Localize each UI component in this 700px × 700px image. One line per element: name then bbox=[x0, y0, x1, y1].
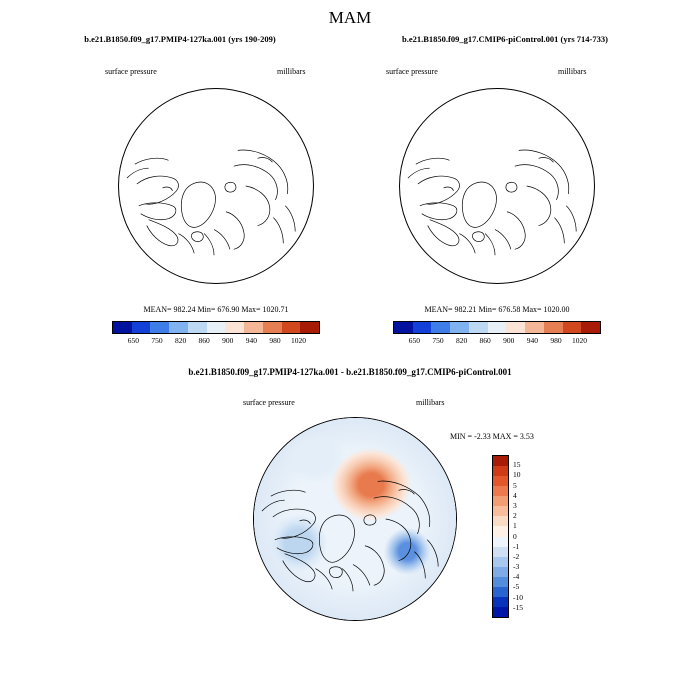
page-title: MAM bbox=[328, 8, 372, 27]
colorbar-swatch bbox=[488, 322, 507, 333]
left-stats: MEAN= 982.24 Min= 676.90 Max= 1020.71 bbox=[143, 305, 289, 314]
colorbar-swatch bbox=[394, 322, 413, 333]
colorbar-tick-label: 3 bbox=[513, 500, 517, 510]
colorbar-tick-label: 650 bbox=[408, 336, 421, 345]
colorbar-swatch bbox=[493, 516, 508, 526]
colorbar-tick-label: 980 bbox=[269, 336, 281, 345]
colorbar-swatch bbox=[493, 456, 508, 466]
colorbar-tick-label: 900 bbox=[222, 336, 234, 345]
colorbar-swatch bbox=[544, 322, 563, 333]
colorbar-swatch bbox=[506, 322, 525, 333]
colorbar-right[interactable] bbox=[393, 321, 601, 334]
colorbar-tick-label: 820 bbox=[455, 336, 468, 345]
colorbar-swatch bbox=[113, 322, 132, 333]
left-variable-label: surface pressure bbox=[105, 67, 157, 76]
diff-stats: MIN = -2.33 MAX = 3.53 bbox=[450, 432, 534, 441]
colorbar-tick-label: 2 bbox=[513, 511, 517, 521]
panel-title-right: b.e21.B1850.f09_g17.CMIP6-piControl.001 (yrs 714-733) bbox=[402, 34, 608, 44]
panel-title-left: b.e21.B1850.f09_g17.PMIP4-127ka.001 (yrs 190-209) bbox=[84, 34, 276, 44]
colorbar-tick-label: 1020 bbox=[291, 336, 307, 345]
colorbar-left[interactable] bbox=[112, 321, 320, 334]
colorbar-swatch bbox=[450, 322, 469, 333]
right-unit-label: millibars bbox=[558, 67, 587, 76]
colorbar-swatch bbox=[493, 567, 508, 577]
right-variable-label: surface pressure bbox=[386, 67, 438, 76]
right-map-field bbox=[400, 89, 594, 283]
colorbar-swatch bbox=[493, 466, 508, 476]
colorbar-tick-label: -5 bbox=[513, 582, 520, 592]
colorbar-tick-label: 650 bbox=[127, 336, 140, 345]
colorbar-difference-labels bbox=[513, 455, 537, 618]
colorbar-swatch bbox=[169, 322, 188, 333]
colorbar-swatch bbox=[188, 322, 207, 333]
colorbar-tick-label: 5 bbox=[513, 480, 517, 490]
colorbar-swatch bbox=[493, 476, 508, 486]
colorbar-tick-label: 1020 bbox=[572, 336, 588, 345]
colorbar-tick-label: 940 bbox=[245, 336, 257, 345]
colorbar-tick-label: 900 bbox=[503, 336, 515, 345]
colorbar-swatch bbox=[263, 322, 282, 333]
left-unit-label: millibars bbox=[277, 67, 306, 76]
colorbar-swatch bbox=[207, 322, 226, 333]
diff-map-field bbox=[254, 418, 456, 620]
colorbar-swatch bbox=[493, 537, 508, 547]
diff-unit-label: millibars bbox=[416, 398, 445, 407]
colorbar-swatch bbox=[150, 322, 169, 333]
colorbar-swatch bbox=[300, 322, 319, 333]
colorbar-swatch bbox=[244, 322, 263, 333]
colorbar-tick-label: 860 bbox=[198, 336, 210, 345]
colorbar-swatch bbox=[493, 557, 508, 567]
colorbar-tick-label: 820 bbox=[174, 336, 187, 345]
colorbar-swatch bbox=[225, 322, 244, 333]
colorbar-tick-label: -1 bbox=[513, 541, 520, 551]
colorbar-swatch bbox=[469, 322, 488, 333]
colorbar-swatch bbox=[493, 577, 508, 587]
colorbar-swatch bbox=[493, 486, 508, 496]
colorbar-swatch bbox=[431, 322, 450, 333]
colorbar-tick-label: 750 bbox=[432, 336, 444, 345]
colorbar-difference[interactable] bbox=[492, 455, 509, 618]
colorbar-tick-label: 750 bbox=[151, 336, 163, 345]
colorbar-tick-label: 4 bbox=[513, 490, 517, 500]
colorbar-tick-label: 860 bbox=[479, 336, 491, 345]
colorbar-tick-label: -4 bbox=[513, 572, 520, 582]
colorbar-tick-label: -15 bbox=[513, 602, 523, 612]
panel-title-diff: b.e21.B1850.f09_g17.PMIP4-127ka.001 - b.e21.B1850.f09_g17.CMIP6-piControl.001 bbox=[188, 367, 512, 377]
colorbar-tick-label: 940 bbox=[526, 336, 538, 345]
colorbar-left-labels bbox=[98, 336, 334, 345]
colorbar-swatch bbox=[493, 526, 508, 536]
diff-variable-label: surface pressure bbox=[243, 398, 295, 407]
colorbar-swatch bbox=[493, 547, 508, 557]
colorbar-tick-label: 0 bbox=[513, 531, 517, 541]
colorbar-swatch bbox=[493, 496, 508, 506]
colorbar-swatch bbox=[581, 322, 600, 333]
map-left-pmip4-127ka[interactable] bbox=[118, 88, 314, 284]
colorbar-swatch bbox=[282, 322, 301, 333]
colorbar-tick-label: -2 bbox=[513, 551, 520, 561]
map-difference[interactable] bbox=[253, 417, 457, 621]
colorbar-tick-label: 1 bbox=[513, 521, 517, 531]
colorbar-tick-label: 15 bbox=[513, 460, 521, 470]
colorbar-swatch bbox=[493, 506, 508, 516]
map-right-picontrol[interactable] bbox=[399, 88, 595, 284]
colorbar-tick-label: -3 bbox=[513, 562, 520, 572]
colorbar-swatch bbox=[493, 607, 508, 617]
colorbar-swatch bbox=[563, 322, 582, 333]
right-stats: MEAN= 982.21 Min= 676.58 Max= 1020.00 bbox=[424, 305, 570, 314]
colorbar-swatch bbox=[132, 322, 151, 333]
left-map-field bbox=[119, 89, 313, 283]
colorbar-swatch bbox=[525, 322, 544, 333]
colorbar-swatch bbox=[413, 322, 432, 333]
colorbar-swatch bbox=[493, 597, 508, 607]
colorbar-right-labels bbox=[379, 336, 615, 345]
colorbar-tick-label: -10 bbox=[513, 592, 523, 602]
colorbar-swatch bbox=[493, 587, 508, 597]
colorbar-tick-label: 10 bbox=[513, 470, 521, 480]
colorbar-tick-label: 980 bbox=[550, 336, 562, 345]
